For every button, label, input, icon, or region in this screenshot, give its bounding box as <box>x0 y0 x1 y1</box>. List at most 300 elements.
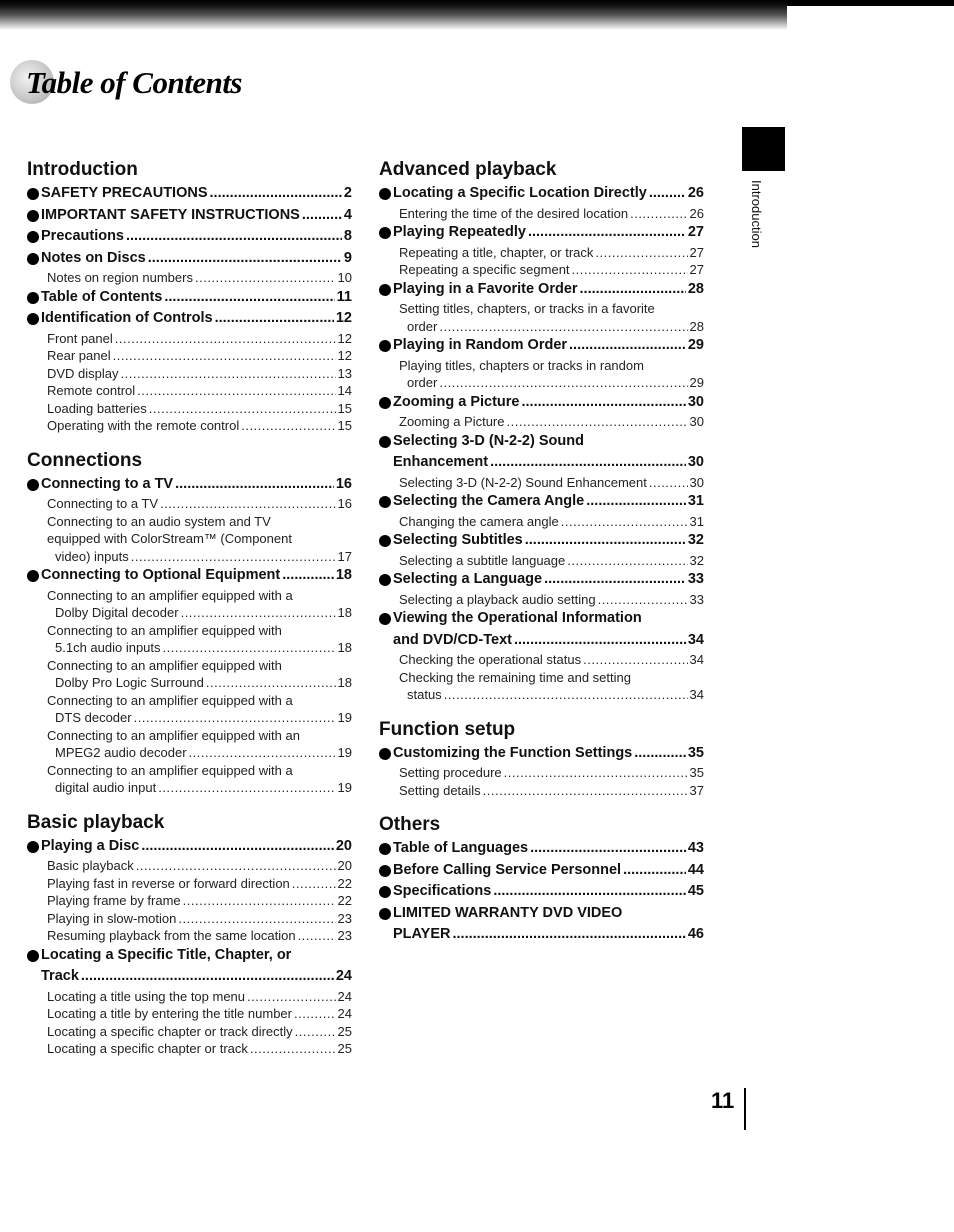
bullet-icon <box>27 188 39 200</box>
page-ref: 27 <box>689 244 704 260</box>
dot-leader <box>623 860 686 882</box>
page-ref: 26 <box>689 205 704 221</box>
page-ref: 30 <box>689 414 704 429</box>
toc-main-entry[interactable] <box>379 881 704 903</box>
entry-text: and DVD/CD-Text <box>393 631 512 648</box>
entry-text: Notes on region numbers <box>47 270 193 285</box>
page-ref: 31 <box>687 493 704 509</box>
entry-text: Table of Languages <box>393 840 529 856</box>
dot-leader <box>131 548 336 566</box>
dot-leader <box>483 782 688 800</box>
toc-main-entry[interactable] <box>27 474 352 496</box>
toc-main-entry[interactable] <box>27 205 352 227</box>
entry-text: Specifications <box>393 883 492 899</box>
entry-text-line: Viewing the Operational Information <box>393 610 642 626</box>
toc-sub-entry[interactable] <box>27 1023 352 1041</box>
toc-main-entry[interactable] <box>379 491 704 513</box>
entry-text: Selecting 3-D (N-2-2) Sound Enhancement <box>399 474 647 490</box>
page-ref: 33 <box>687 571 704 587</box>
toc-sub-entry[interactable] <box>27 857 352 875</box>
page-ref: 31 <box>689 513 704 529</box>
page-ref: 43 <box>687 840 704 856</box>
toc-main-entry[interactable] <box>379 743 704 765</box>
toc-main-entry[interactable] <box>379 392 704 414</box>
bullet-icon <box>379 436 391 448</box>
entry-text: status <box>407 687 442 702</box>
toc-column-right <box>379 158 704 960</box>
toc-main-entry[interactable] <box>379 431 704 474</box>
dot-leader <box>175 474 334 496</box>
page-ref: 24 <box>337 1006 352 1021</box>
entry-text-line: Connecting to an amplifier equipped with a <box>47 692 293 708</box>
toc-sub-entry[interactable] <box>379 357 704 392</box>
entry-text-line: Locating a Specific Title, Chapter, or <box>41 946 292 963</box>
dot-leader <box>115 330 336 348</box>
page-ref: 12 <box>337 330 352 346</box>
page-ref: 27 <box>687 224 704 240</box>
entry-text: Locating a title using the top menu <box>47 988 246 1004</box>
dot-leader <box>81 966 334 988</box>
toc-sub-entry[interactable] <box>379 474 704 492</box>
toc-sub-entry[interactable] <box>379 261 704 279</box>
dot-leader <box>649 474 688 492</box>
dot-leader <box>158 779 335 797</box>
page-ref: 32 <box>689 552 704 568</box>
toc-section-basic-playback <box>27 811 352 1058</box>
entry-text-line: Connecting to an amplifier equipped with an <box>47 727 300 743</box>
bullet-icon <box>27 841 39 853</box>
page-ref: 45 <box>687 883 704 899</box>
entry-text: Zooming a Picture <box>399 414 505 429</box>
entry-text-line: Connecting to an amplifier equipped with <box>47 622 282 638</box>
entry-text-line: Selecting 3-D (N-2-2) Sound <box>393 432 584 449</box>
entry-text-line: Connecting to an audio system and TV <box>47 513 271 529</box>
dot-leader <box>294 1005 336 1023</box>
page-ref: 22 <box>337 893 352 908</box>
toc-sub-entry[interactable] <box>379 669 704 704</box>
top-gradient-band <box>0 0 787 30</box>
entry-text: Notes on Discs <box>41 249 146 266</box>
dot-leader <box>282 565 334 587</box>
page-ref: 15 <box>337 400 352 416</box>
toc-main-entry[interactable] <box>379 335 704 357</box>
toc-main-entry[interactable] <box>379 530 704 552</box>
dot-leader <box>302 205 342 227</box>
section-tab-marker <box>742 127 785 171</box>
bullet-icon <box>379 340 391 352</box>
dot-leader <box>149 400 336 418</box>
entry-text: Selecting a Language <box>393 571 543 587</box>
entry-text: Loading batteries <box>47 400 147 416</box>
page-ref: 34 <box>689 687 704 702</box>
entry-text: Locating a specific chapter or track directly <box>47 1023 293 1039</box>
entry-text-line: Connecting to an amplifier equipped with a <box>47 762 293 778</box>
entry-text: DTS decoder <box>55 710 132 725</box>
entry-text-line: Setting titles, chapters, or tracks in a favorite <box>399 301 655 316</box>
page-ref: 16 <box>335 475 352 492</box>
page-ref: 14 <box>337 383 352 398</box>
page-ref: 28 <box>689 318 704 334</box>
page-title: Table of Contents <box>26 65 242 100</box>
toc-section-connections <box>27 449 352 797</box>
toc-sub-entry[interactable] <box>379 413 704 431</box>
dot-leader <box>572 261 688 279</box>
toc-main-entry[interactable] <box>379 608 704 651</box>
section-title: Connections <box>27 449 143 471</box>
entry-text: Zooming a Picture <box>393 393 520 410</box>
bullet-icon <box>27 313 39 325</box>
dot-leader <box>649 183 686 205</box>
entry-text: Identification of Controls <box>41 310 213 326</box>
entry-text: Precautions <box>41 228 124 244</box>
bullet-icon <box>27 950 39 962</box>
entry-text: Customizing the Function Settings <box>393 744 633 761</box>
dot-leader <box>295 1023 336 1041</box>
entry-text: Operating with the remote control <box>47 418 240 433</box>
entry-text-line: LIMITED WARRANTY DVD VIDEO <box>393 904 623 921</box>
page-ref: 13 <box>337 365 352 381</box>
entry-text: SAFETY PRECAUTIONS <box>41 185 208 201</box>
page-ref: 32 <box>687 532 704 548</box>
page-ref: 10 <box>337 270 352 285</box>
toc-main-entry[interactable] <box>27 248 352 270</box>
page-ref: 19 <box>337 780 352 795</box>
bullet-icon <box>379 227 391 239</box>
toc-column-left <box>27 158 352 1072</box>
dot-leader <box>507 413 688 431</box>
toc-main-entry[interactable] <box>27 308 352 330</box>
toc-main-entry[interactable] <box>379 903 704 946</box>
toc-main-entry[interactable] <box>379 183 704 205</box>
toc-sub-entry[interactable] <box>27 382 352 400</box>
bullet-icon <box>379 843 391 855</box>
toc-sub-entry[interactable] <box>27 927 352 945</box>
toc-main-entry[interactable] <box>27 287 352 309</box>
bullet-icon <box>27 570 39 582</box>
dot-leader <box>141 836 334 858</box>
page-ref: 37 <box>689 782 704 798</box>
entry-text: Resuming playback from the same location <box>47 928 296 943</box>
toc-sub-entry[interactable] <box>27 692 352 727</box>
entry-text: Changing the camera angle <box>399 513 559 529</box>
entry-text: MPEG2 audio decoder <box>55 745 187 760</box>
page-number: 11 <box>711 1088 735 1113</box>
toc-main-entry[interactable] <box>379 569 704 591</box>
dot-leader <box>444 686 688 704</box>
section-title: Advanced playback <box>379 159 557 180</box>
entry-text: Remote control <box>47 383 136 398</box>
section-tab-label: Introduction <box>749 180 764 248</box>
bullet-icon <box>379 613 391 625</box>
page-header <box>10 58 242 108</box>
toc-sub-entry[interactable] <box>379 205 704 223</box>
bullet-icon <box>379 535 391 547</box>
page-ref: 46 <box>687 926 704 942</box>
page-ref: 15 <box>337 418 352 433</box>
entry-text: Playing in a Favorite Order <box>393 280 578 297</box>
dot-leader <box>298 927 336 945</box>
entry-text: 5.1ch audio inputs <box>55 640 161 655</box>
entry-text: Front panel <box>47 330 113 346</box>
toc-main-entry[interactable] <box>379 838 704 860</box>
toc-section-others <box>379 813 704 946</box>
entry-text: Playing a Disc <box>41 837 140 854</box>
toc-main-entry[interactable] <box>379 860 704 882</box>
toc-sub-entry[interactable] <box>27 417 352 435</box>
entry-text: Setting details <box>399 782 481 798</box>
dot-leader <box>630 205 687 223</box>
toc-sub-entry[interactable] <box>27 762 352 797</box>
dot-leader <box>490 452 686 474</box>
entry-text: digital audio input <box>55 780 157 795</box>
bullet-icon <box>27 292 39 304</box>
entry-text: Selecting a subtitle language <box>399 552 566 568</box>
entry-text: Dolby Digital decoder <box>55 605 179 620</box>
bullet-icon <box>379 908 391 920</box>
bullet-icon <box>379 865 391 877</box>
page-ref: 27 <box>689 262 704 277</box>
dot-leader <box>292 875 336 893</box>
dot-leader <box>160 495 335 513</box>
dot-leader <box>137 382 335 400</box>
dot-leader <box>121 365 336 383</box>
dot-leader <box>530 838 686 860</box>
toc-sub-entry[interactable] <box>27 330 352 348</box>
entry-text: Selecting Subtitles <box>393 532 523 548</box>
toc-main-entry[interactable] <box>27 945 352 988</box>
toc-main-entry[interactable] <box>27 836 352 858</box>
page-ref: 34 <box>687 631 704 648</box>
bullet-icon <box>27 479 39 491</box>
toc-sub-entry[interactable] <box>379 591 704 609</box>
dot-leader <box>189 744 336 762</box>
page-ref: 8 <box>343 228 352 244</box>
page-ref: 23 <box>337 928 352 943</box>
page-ref: 22 <box>337 875 352 891</box>
entry-text: PLAYER <box>393 926 451 942</box>
bullet-icon <box>379 397 391 409</box>
toc-sub-entry[interactable] <box>27 657 352 692</box>
page-ref: 25 <box>337 1023 352 1039</box>
entry-text: Enhancement <box>393 454 489 470</box>
dot-leader <box>598 591 688 609</box>
dot-leader <box>561 513 688 531</box>
entry-text: Locating a title by entering the title number <box>47 1006 292 1021</box>
toc-sub-entry[interactable] <box>27 400 352 418</box>
entry-text: Basic playback <box>47 858 134 873</box>
toc-sub-entry[interactable] <box>379 651 704 669</box>
section-title: Basic playback <box>27 811 165 833</box>
toc-section-advanced-playback <box>379 158 704 704</box>
page-ref: 18 <box>335 567 352 583</box>
bullet-icon <box>27 210 39 222</box>
entry-text: Rear panel <box>47 348 111 363</box>
page-ref: 28 <box>687 280 704 297</box>
entry-text: Entering the time of the desired location <box>399 205 629 221</box>
toc-sub-entry[interactable] <box>27 365 352 383</box>
entry-text: Locating a specific chapter or track <box>47 1041 248 1056</box>
toc-sub-entry[interactable] <box>27 892 352 910</box>
page-ref: 4 <box>343 206 352 223</box>
page-ref: 18 <box>337 675 352 690</box>
dot-leader <box>163 639 336 657</box>
entry-text: Locating a Specific Location Directly <box>393 185 647 201</box>
page-ref: 12 <box>335 310 352 326</box>
toc-section-function-setup <box>379 718 704 800</box>
toc-sub-entry[interactable] <box>27 347 352 365</box>
page-ref: 35 <box>687 744 704 761</box>
bullet-icon <box>379 748 391 760</box>
toc-sub-entry[interactable] <box>27 875 352 893</box>
dot-leader <box>504 764 688 782</box>
dot-leader <box>595 244 687 262</box>
entry-text-line: Checking the remaining time and setting <box>399 669 631 685</box>
dot-leader <box>514 630 686 652</box>
dot-leader <box>195 269 336 287</box>
toc-main-entry[interactable] <box>27 565 352 587</box>
dot-leader <box>113 347 336 365</box>
dot-leader <box>522 392 686 414</box>
page-ref: 20 <box>335 837 352 854</box>
entry-text: Checking the operational status <box>399 652 582 667</box>
toc-sub-entry[interactable] <box>27 622 352 657</box>
entry-text-line: Connecting to an amplifier equipped with a <box>47 587 293 603</box>
page-ref: 24 <box>335 968 352 984</box>
page-ref: 24 <box>337 988 352 1004</box>
dot-leader <box>206 674 336 692</box>
entry-text: Dolby Pro Logic Surround <box>55 675 204 690</box>
dot-leader <box>250 1040 336 1058</box>
entry-text: Selecting a playback audio setting <box>399 591 596 607</box>
entry-text: Playing frame by frame <box>47 893 181 908</box>
toc-sub-entry[interactable] <box>27 988 352 1006</box>
page-ref: 19 <box>337 710 352 725</box>
page-ref: 44 <box>687 861 704 878</box>
page-ref: 30 <box>689 474 704 490</box>
dot-leader <box>183 892 336 910</box>
dot-leader <box>580 279 686 301</box>
entry-text: Repeating a title, chapter, or track <box>399 244 594 260</box>
toc-sub-entry[interactable] <box>379 552 704 570</box>
page-ref: 2 <box>343 185 352 201</box>
page-ref: 29 <box>687 337 704 353</box>
toc-sub-entry[interactable] <box>27 1040 352 1058</box>
section-title: Others <box>379 814 441 835</box>
page-ref: 33 <box>689 591 704 607</box>
page-ref: 25 <box>337 1041 352 1056</box>
entry-text-line: equipped with ColorStream™ (Component <box>47 531 292 546</box>
dot-leader <box>148 248 342 270</box>
dot-leader <box>181 604 336 622</box>
entry-text: IMPORTANT SAFETY INSTRUCTIONS <box>41 206 300 223</box>
dot-leader <box>493 881 686 903</box>
toc-sub-entry[interactable] <box>27 495 352 513</box>
toc-sub-entry[interactable] <box>27 513 352 566</box>
entry-text: Playing Repeatedly <box>393 224 526 240</box>
page-ref: 35 <box>689 765 704 780</box>
toc-main-entry[interactable] <box>379 279 704 301</box>
toc-sub-entry[interactable] <box>27 269 352 287</box>
page-ref: 9 <box>343 249 352 266</box>
dot-leader <box>134 709 336 727</box>
toc-sub-entry[interactable] <box>27 587 352 622</box>
toc-sub-entry[interactable] <box>379 764 704 782</box>
page-ref: 18 <box>337 640 352 655</box>
entry-text: order <box>407 318 438 334</box>
dot-leader <box>215 308 334 330</box>
bullet-icon <box>27 253 39 265</box>
page-ref: 11 <box>336 288 352 305</box>
page-number-rule <box>744 1088 746 1130</box>
toc-main-entry[interactable] <box>379 222 704 244</box>
dot-leader <box>241 417 335 435</box>
toc-sub-entry[interactable] <box>379 300 704 335</box>
toc-main-entry[interactable] <box>27 183 352 205</box>
dot-leader <box>210 183 342 205</box>
toc-main-entry[interactable] <box>27 226 352 248</box>
entry-text: Table of Contents <box>41 288 163 305</box>
dot-leader <box>178 910 335 928</box>
entry-text: video) inputs <box>55 548 129 564</box>
entry-text: Track <box>41 968 79 984</box>
dot-leader <box>126 226 342 248</box>
dot-leader <box>136 857 336 875</box>
entry-text: Before Calling Service Personnel <box>393 861 622 878</box>
page-ref: 18 <box>337 605 352 620</box>
entry-text-line: Connecting to an amplifier equipped with <box>47 657 282 673</box>
toc-sub-entry[interactable] <box>27 910 352 928</box>
toc-sub-entry[interactable] <box>379 782 704 800</box>
dot-leader <box>164 287 334 309</box>
toc-section-introduction <box>27 158 352 435</box>
page-ref: 23 <box>337 910 352 926</box>
entry-text: Connecting to a TV <box>41 475 174 492</box>
dot-leader <box>439 374 687 392</box>
dot-leader <box>439 318 687 336</box>
entry-text: Playing fast in reverse or forward direction <box>47 875 290 891</box>
entry-text: Playing in slow-motion <box>47 910 177 926</box>
dot-leader <box>528 222 686 244</box>
entry-text: Setting procedure <box>399 765 502 780</box>
section-title: Introduction <box>27 159 138 180</box>
page-ref: 30 <box>687 454 704 470</box>
page-ref: 29 <box>689 375 704 390</box>
dot-leader <box>634 743 686 765</box>
entry-text: Connecting to a TV <box>47 496 159 511</box>
dot-leader <box>586 491 686 513</box>
entry-text: DVD display <box>47 365 119 381</box>
dot-leader <box>452 924 685 946</box>
bullet-icon <box>379 496 391 508</box>
entry-text: Repeating a specific segment <box>399 262 570 277</box>
page-ref: 16 <box>337 496 352 511</box>
entry-text: Selecting the Camera Angle <box>393 493 585 509</box>
dot-leader <box>544 569 686 591</box>
toc-sub-entry[interactable] <box>379 513 704 531</box>
entry-text: Connecting to Optional Equipment <box>41 567 281 583</box>
page-ref: 20 <box>337 858 352 873</box>
toc-sub-entry[interactable] <box>27 727 352 762</box>
toc-sub-entry[interactable] <box>27 1005 352 1023</box>
page-ref: 34 <box>689 652 704 667</box>
page-ref: 26 <box>687 185 704 201</box>
page-ref: 12 <box>337 348 352 363</box>
page-ref: 17 <box>337 548 352 564</box>
entry-text-line: Playing titles, chapters or tracks in random <box>399 357 644 373</box>
toc-sub-entry[interactable] <box>379 244 704 262</box>
bullet-icon <box>379 188 391 200</box>
entry-text: Playing in Random Order <box>393 337 568 353</box>
